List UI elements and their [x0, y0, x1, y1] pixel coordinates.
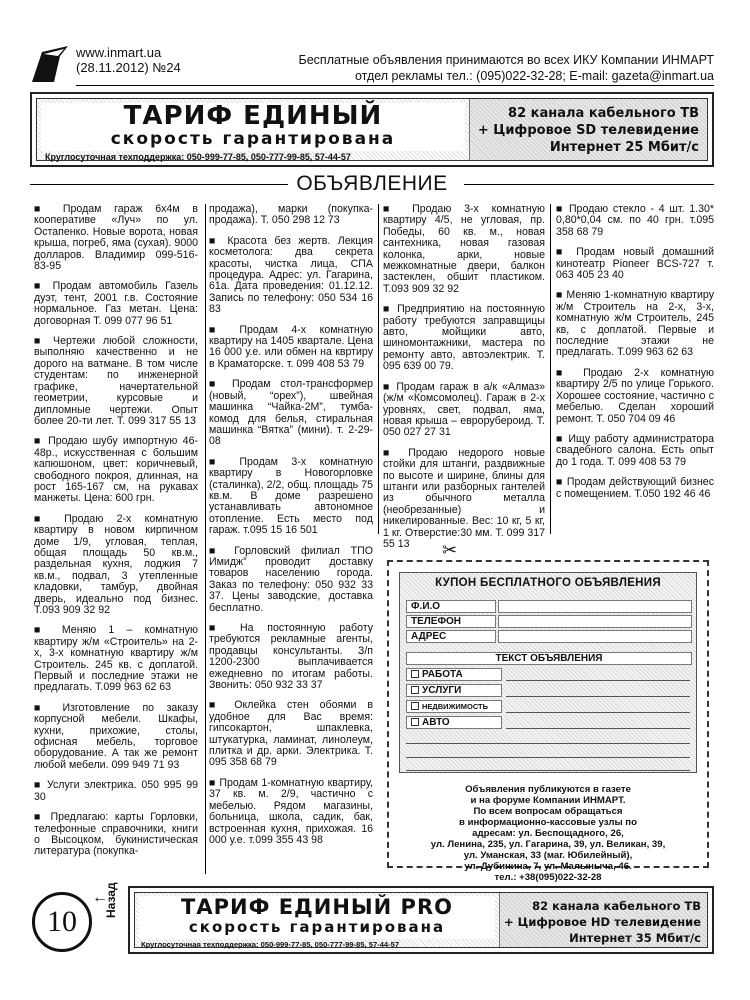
- coupon-note: и на форуме Компании ИНМАРТ.: [470, 795, 626, 806]
- coupon-note: ул. Ленина, 235, ул. Гагарина, 39, ул. Великан, 39,: [430, 839, 666, 850]
- ad-item: ■ Меняю 1 – комнатную квартиру ж/м «Строитель» на 2-х, 3-х комнатную квартиру ж/м Строитель. 245 кв. с доплатой. Первый и последние этажи не предлагать. Т.099 963 62 63: [34, 624, 198, 694]
- ad-item: ■ Изготовление по заказу корпусной мебели. Шкафы, кухни, прихожие, столы, офисная мебель, торговое оборудование. А так же ремонт любой мебели. 099 949 71 93: [34, 701, 198, 771]
- ad-item: ■ Продам новый домашний кинотеатр Pioneer BCS-727 т. 063 405 23 40: [556, 246, 714, 282]
- back-link[interactable]: Назад: [104, 882, 118, 918]
- ad-item: ■ Красота без жертв. Лекция косметолога: два секрета красоты, чистка лица, СПА процедура. Адрес: ул. Гагарина, 61а. Дата проведения: 01.12.12. Запись по телефону: 050 534 16 83: [209, 234, 373, 316]
- coupon-panel: [399, 572, 697, 773]
- checkbox-icon[interactable]: [411, 670, 419, 678]
- coupon-form: [387, 560, 709, 883]
- bottom-banner-line3: Интернет 35 Мбит/с: [569, 931, 701, 945]
- header-note: [299, 52, 714, 84]
- coupon-option-realty[interactable]: [406, 700, 502, 713]
- column-divider: [378, 204, 379, 534]
- coupon-option-label: УСЛУГИ: [422, 685, 462, 696]
- ad-item: ■ Продаю 2-х комнатную квартиру 2/5 по улице Горького. Хорошее состояние, частично с мебелью. Сделан хороший ремонт. Т. 050 704 09 46: [556, 366, 714, 425]
- header-note-line2: отдел рекламы тел.: (095)022-32-28; E-mail: gazeta@inmart.ua: [354, 69, 714, 83]
- coupon-note: ул. Уманская, 33 (маг. Юбилейный),: [463, 850, 633, 861]
- ad-item: ■ Продам 4-х комнатную квартиру на 1405 квартале. Цена 16 000 у.е. или обмен на квртиру в Краматорске. т. 099 408 53 79: [209, 323, 373, 370]
- arrow-left-icon[interactable]: ←: [92, 889, 108, 906]
- coupon-text-line[interactable]: [506, 680, 690, 681]
- coupon-phone-label: ТЕЛЕФОН: [406, 615, 496, 628]
- coupon-text-line[interactable]: [506, 696, 690, 697]
- coupon-note: По всем вопросам обращаться: [473, 806, 623, 817]
- bottom-banner-title: ТАРИФ ЕДИНЫЙ PRO: [181, 895, 453, 919]
- page-number: 10: [32, 892, 92, 952]
- coupon-option-label: АВТО: [422, 717, 450, 728]
- coupon-option-work[interactable]: [406, 668, 502, 681]
- ad-item: продажа), марки (покупка-продажа). Т. 050 298 12 73: [209, 203, 373, 227]
- checkbox-icon[interactable]: [411, 718, 419, 726]
- top-banner-line3: Интернет 25 Мбит/с: [549, 140, 699, 155]
- ad-item: ■ Продаю 2-х комнатную квартиру в новом кирпичном доме 1/9, угловая, теплая, общая площадь 50 кв.м., раздельная кухня, лоджия 7 кв.м., подвал, 3 утепленные кладовки, тамбур, двойная дверь, идеально под бизнес. Т.093 909 32 92: [34, 512, 198, 616]
- column-divider: [550, 204, 551, 534]
- coupon-text-header: ТЕКСТ ОБЪЯВЛЕНИЯ: [406, 652, 692, 665]
- coupon-text-line[interactable]: [406, 770, 690, 771]
- ad-item: ■ Предлагаю: карты Горловки, телефонные справочники, книги о Высоцком, букинистическая литература (покупка-: [34, 811, 198, 858]
- coupon-option-services[interactable]: [406, 684, 502, 697]
- coupon-phone-row: [406, 615, 692, 628]
- coupon-text-line[interactable]: [406, 757, 690, 758]
- issue-date: (28.11.2012) №24: [76, 60, 181, 75]
- coupon-name-row: [406, 600, 692, 613]
- ad-item: ■ Предприятию на постоянную работу требуются заправщицы авто, мойщики авто, шиномонтажники, мастера по ремонту авто, автоэлектрик. Т. 095 639 00 79.: [383, 303, 545, 373]
- section-rule-right: [464, 184, 714, 185]
- ads-column-1: [34, 204, 198, 867]
- section-header: [30, 172, 714, 196]
- top-banner-support: Круглосуточная техподдержка: 050-999-77-85, 050-777-99-85, 57-44-57: [45, 152, 351, 162]
- top-banner-offer: [469, 99, 707, 160]
- scissors-icon: ✂: [442, 540, 458, 560]
- coupon-note: ул. Дубинина, 7, ул. Малыныча, 46.: [464, 861, 632, 872]
- coupon-note: тел.: +38(095)022-32-28: [494, 872, 602, 883]
- ads-column-4: [556, 204, 714, 509]
- ads-column-3: [383, 204, 545, 559]
- bottom-banner-subtitle: скорость гарантирована: [188, 918, 446, 936]
- bottom-banner-line1: 82 канала кабельного ТВ: [532, 899, 701, 913]
- ad-item: ■ Оклейка стен обоями в удобное для Вас время: гипсокартон, шпаклевка, штукатурка, ламинат, линолеум, плитка и др. арки. Электрика. Т. 095 358 68 79: [209, 699, 373, 769]
- coupon-note: Объявления публикуются в газете: [465, 784, 631, 795]
- coupon-phone-field[interactable]: [498, 615, 692, 628]
- coupon-name-field[interactable]: [498, 600, 692, 613]
- ad-item: ■ Продам гараж в а/к «Алмаз» (ж/м «Комсомолец). Гараж в 2-х уровнях, свет, подвал, яма, новая крыша – еврорубероид. Т. 050 027 27 31: [383, 380, 545, 439]
- bottom-banner-offer: [499, 893, 707, 947]
- ad-item: ■ Продам 1-комнатную квартиру, 37 кв. м. 2/9, частично с мебелью. Рядом магазины, больница, школа, садик, бак, встроенная кухня, прихожая. 16 000 у.е. т.099 355 43 98: [209, 776, 373, 846]
- site-url[interactable]: www.inmart.ua: [76, 45, 162, 60]
- ad-item: ■ Горловский филиал ТПО Имидж” проводит доставку товаров населению города. Заказ по телефону: 050 932 33 37. Цены заводские, доставка бесплатно.: [209, 544, 373, 614]
- coupon-address-label: АДРЕС: [406, 630, 496, 643]
- ad-item: ■ Услуги электрика. 050 995 99 30: [34, 779, 198, 803]
- coupon-note: в информационно-кассовые узлы по: [459, 817, 637, 828]
- coupon-note: адресам: ул. Беспощадного, 26,: [472, 828, 624, 839]
- bottom-banner[interactable]: [128, 886, 714, 954]
- ad-item: ■ Ищу работу администратора свадебного салона. Есть опыт до 1 года. Т. 099 408 53 79: [556, 432, 714, 468]
- top-banner-title: ТАРИФ ЕДИНЫЙ: [123, 101, 383, 131]
- section-title: ОБЪЯВЛЕНИЕ: [296, 172, 448, 195]
- coupon-text-line[interactable]: [406, 743, 690, 744]
- ad-item: ■ На постоянную работу требуются рекламные агенты, продавцы консультанты. З/п 1200-2300 выплачивается ежедневно по итогам работы. Звонить: 050 932 33 37: [209, 622, 373, 692]
- ad-item: ■ Продам 3-х комнатную квартиру в Новогорловке (сталинка), 2/2, общ. площадь 75 кв.м. В доме разрешено устанавливать автономное отопление. Есть место под гараж. т.095 15 16 501: [209, 455, 373, 537]
- ad-item: ■ Меняю 1-комнатную квартиру ж/м Строитель на 2-х, 3-х, комнатную ж/м Строитель, 245 кв, с доплатой. Первые и последние этажи не предлагать. Т.099 963 62 63: [556, 289, 714, 359]
- header-note-line1: Бесплатные объявления принимаются во всех ИКУ Компании ИНМАРТ: [298, 53, 714, 67]
- coupon-text-line[interactable]: [506, 728, 690, 729]
- ad-item: ■ Продаю 3-х комнатную квартиру 4/5, не угловая, пр. Победы, 60 кв. м., новая сантехника, новая газовая колонка, арки, новые межкомнатные двери, балкон застеклен, обшит пластиком. Т.093 909 32 92: [383, 203, 545, 295]
- top-banner[interactable]: [30, 92, 714, 167]
- coupon-address-field[interactable]: [498, 630, 692, 643]
- ad-item: ■ Продам гараж 6х4м в кооперативе «Луч» по ул. Остапенко. Новые ворота, новая крыша, погреб, яма (сухая). 9000 долларов. Владимир 099-516-83-95: [34, 203, 198, 273]
- coupon-address-row: [406, 630, 692, 643]
- top-banner-line2: + Цифровое SD телевидение: [477, 123, 699, 138]
- ad-item: ■ Продаю недорого новые стойки для штанги, раздвижные по высоте и ширине, блины для штанги или разборных гантелей из обычного металла (необрезанные) и никелированные. Вес: 10 кг, 5 кг, 1 кг. Отверстие:30 мм. Т. 099 317 55 13: [383, 446, 545, 550]
- top-banner-subtitle: скорость гарантирована: [110, 129, 396, 149]
- coupon-name-label: Ф.И.О: [406, 600, 496, 613]
- coupon-title: КУПОН БЕСПЛАТНОГО ОБЪЯВЛЕНИЯ: [435, 577, 661, 589]
- header-site-info: [76, 45, 181, 75]
- bottom-banner-support: Круглосуточная техподдержка: 050-999-77-85, 050-777-99-85, 57-44-57: [141, 940, 400, 949]
- coupon-option-label: РАБОТА: [422, 669, 463, 680]
- coupon-notes: [399, 784, 697, 883]
- inmart-logo-icon: [30, 44, 70, 84]
- ad-item: ■ Чертежи любой сложности, выполняю качественно и не дорого на ватмане. В том числе студентам: по инженерной графике, начертательной геометрии, курсовые и дипломные чертежи. Опыт более 20-ти лет. Т. 099 317 55 13: [34, 335, 198, 427]
- ad-item: ■ Продаю шубу импортную 46-48р., искусственная с большим капюшоном, цвет: коричневый, свободного покроя, длинная, на рост 165-167 см, на рукавах манжеты. Цена: 600 грн.: [34, 435, 198, 505]
- ads-column-2: [209, 204, 373, 855]
- bottom-banner-line2: + Цифровое HD телевидение: [504, 915, 701, 929]
- checkbox-icon[interactable]: [411, 702, 419, 710]
- coupon-option-auto[interactable]: [406, 716, 502, 729]
- coupon-option-label: НЕДВИЖИМОСТЬ: [422, 702, 489, 711]
- header-rule: [76, 85, 714, 86]
- ad-item: ■ Продам действующий бизнес с помещением. Т.050 192 46 46: [556, 476, 714, 500]
- top-banner-line1: 82 канала кабельного ТВ: [508, 106, 699, 121]
- coupon-text-line[interactable]: [506, 712, 690, 713]
- ad-item: ■ Продаю стекло - 4 шт. 1.30* 0,80*0,04 см. по 40 грн. т.095 358 68 79: [556, 203, 714, 238]
- checkbox-icon[interactable]: [411, 686, 419, 694]
- ad-item: ■ Продам автомобиль Газель дуэт, тент, 2001 г.в. Состояние нормальное. Газ метан. Цена: договорная Т. 099 077 96 51: [34, 280, 198, 327]
- column-divider: [205, 204, 206, 874]
- ad-item: ■ Продам стол-трансформер (новый, “орех”), швейная машинка “Чайка-2М”, тумба-комод для белья, стиральная машинка “Вятка” (мини). т. 2-29-08: [209, 378, 373, 448]
